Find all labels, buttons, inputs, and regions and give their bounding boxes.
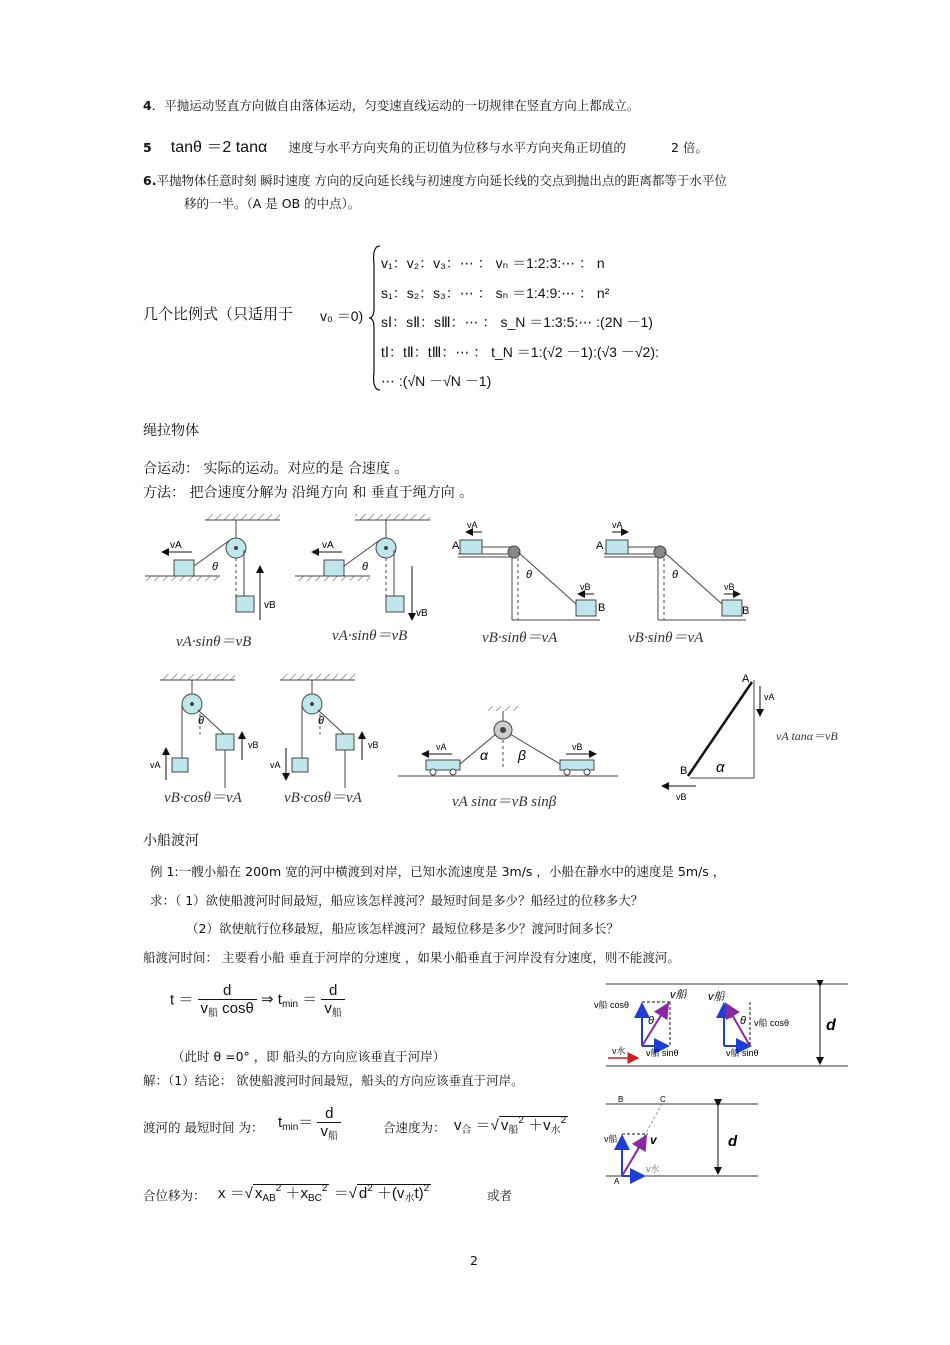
svg-text:v船: v船 bbox=[708, 991, 725, 1003]
formula-t: t ＝ $\frac{d}{v_船 \cos\theta}$ ⇒ $t_{min}$ ＝ $\frac{d}{v_船}$ bbox=[170, 982, 345, 1019]
ratios-condition: v₀ ＝0) bbox=[320, 308, 364, 324]
ratio-interval-time: tⅠ：tⅡ：tⅢ：⋯ ： t_N ＝1:(√2 －1):(√3 －√2): bbox=[381, 343, 659, 360]
line-6: 6.平抛物体任意时刻 瞬时速度 方向的反向延长线与初速度方向延长线的交点到抛出点的距离都等于水平位 bbox=[143, 173, 727, 188]
rope-diagram-6 bbox=[270, 674, 379, 788]
boat-figure-1 bbox=[590, 980, 852, 1072]
min-time-label: 渡河的 最短时间 为： bbox=[143, 1120, 264, 1135]
svg-text:B: B bbox=[598, 602, 606, 614]
rope-diagram-1 bbox=[145, 514, 280, 620]
svg-text:v: v bbox=[650, 1133, 657, 1147]
svg-text:α: α bbox=[480, 747, 488, 763]
boat-figure-2 bbox=[602, 1094, 762, 1186]
ratio-interval-time-cont: ⋯ :(√N －√N －1) bbox=[381, 373, 492, 389]
svg-text:vA: vA bbox=[436, 742, 447, 752]
boat-example: 例 1:一艘小船在 200m 宽的河中横渡到对岸，已知水流速度是 3m/s ，小船在静水中的速度是 5m/s ， bbox=[150, 864, 726, 879]
svg-text:v船: v船 bbox=[604, 1134, 618, 1144]
svg-text:α: α bbox=[716, 759, 725, 776]
caption-8: vA tanα＝vB bbox=[776, 729, 838, 743]
or-text: 或者 bbox=[487, 1188, 513, 1203]
ratios-label: 几个比例式（只适用于 bbox=[143, 305, 294, 323]
svg-text:v水: v水 bbox=[612, 1046, 626, 1056]
svg-text:v船 sinθ: v船 sinθ bbox=[726, 1048, 759, 1058]
svg-text:θ: θ bbox=[318, 715, 324, 727]
formula-x: x ＝√ $x_{AB}^2 +x_{BC}^2$ ＝√ $d^2 +(v_水t)^2$ bbox=[218, 1183, 430, 1204]
ratio-interval-displacement: sⅠ：sⅡ：sⅢ：⋯ ： s_N ＝1:3:5:⋯ :(2N －1) bbox=[381, 314, 653, 330]
svg-text:vA: vA bbox=[322, 540, 334, 551]
ratio-velocity: v₁：v₂：v₃：⋯ ： vₙ ＝1:2:3:⋯ ： n bbox=[381, 255, 605, 271]
svg-text:vA: vA bbox=[170, 540, 182, 551]
svg-text:θ: θ bbox=[362, 561, 368, 573]
svg-text:C: C bbox=[660, 1095, 666, 1104]
rope-heading: 绳拉物体 bbox=[143, 423, 199, 439]
rope-diagrams-row2 bbox=[140, 668, 870, 813]
rope-diagram-5 bbox=[150, 674, 259, 788]
caption-2: vA·sinθ＝vB bbox=[332, 628, 408, 644]
rope-diagrams-row1 bbox=[140, 510, 770, 660]
rope-diagram-8 bbox=[662, 673, 775, 802]
svg-text:B: B bbox=[742, 605, 750, 617]
svg-text:d: d bbox=[728, 1133, 738, 1150]
svg-text:vB: vB bbox=[572, 742, 583, 752]
formula-tmin: $t_{min}=$ $\frac{d}{v_船}$ bbox=[278, 1105, 341, 1142]
caption-4: vB·sinθ＝vA bbox=[628, 630, 704, 646]
caption-6: vB·cosθ＝vA bbox=[284, 790, 362, 806]
caption-5: vB·cosθ＝vA bbox=[164, 790, 242, 806]
svg-text:vB: vB bbox=[248, 740, 259, 750]
page-number: 2 bbox=[470, 1253, 478, 1268]
svg-text:d: d bbox=[826, 1017, 836, 1034]
rope-method: 方法： 把合速度分解为 沿绳方向 和 垂直于绳方向 。 bbox=[143, 485, 474, 501]
disp-label: 合位移为： bbox=[143, 1188, 206, 1203]
svg-text:v船 cosθ: v船 cosθ bbox=[594, 1000, 630, 1010]
rope-combined: 合运动： 实际的运动。对应的是 合速度 。 bbox=[143, 461, 409, 477]
svg-text:vB: vB bbox=[676, 792, 687, 802]
line-6-cont: 移的一半。（A 是 OB 的中点）。 bbox=[184, 196, 361, 211]
caption-1: vA·sinθ＝vB bbox=[176, 634, 252, 650]
caption-3: vB·sinθ＝vA bbox=[482, 630, 558, 646]
svg-text:A: A bbox=[742, 673, 750, 685]
boat-question-2: （2）欲使航行位移最短，船应该怎样渡河？最短位移是多少？渡河时间多长？ bbox=[186, 921, 619, 936]
svg-text:θ: θ bbox=[526, 569, 532, 581]
svg-text:A: A bbox=[614, 1177, 620, 1186]
svg-text:θ: θ bbox=[648, 1015, 654, 1027]
rope-diagram-4 bbox=[596, 520, 749, 620]
svg-text:B: B bbox=[618, 1095, 624, 1104]
svg-text:θ: θ bbox=[672, 569, 678, 581]
formula-t-source bbox=[0, 0, 1, 1]
svg-text:B: B bbox=[680, 765, 688, 777]
svg-text:v水: v水 bbox=[646, 1164, 660, 1174]
rope-diagram-2 bbox=[295, 514, 430, 620]
svg-text:vB: vB bbox=[416, 608, 428, 619]
svg-text:vA: vA bbox=[612, 520, 623, 530]
tan-formula: tanθ ＝2 tanα bbox=[170, 139, 268, 156]
svg-text:v船: v船 bbox=[670, 989, 687, 1001]
svg-text:v船 cosθ: v船 cosθ bbox=[754, 1018, 790, 1028]
caption-7: vA sinα＝vB sinβ bbox=[452, 794, 557, 810]
note-theta: （此时 θ =0° ，即 船头的方向应该垂直于河岸） bbox=[172, 1049, 446, 1064]
svg-text:vA: vA bbox=[764, 692, 775, 702]
ratio-list bbox=[381, 249, 659, 397]
rope-diagram-7 bbox=[398, 706, 618, 776]
ratio-brace bbox=[368, 244, 382, 392]
svg-text:θ: θ bbox=[212, 561, 218, 573]
svg-text:A: A bbox=[452, 540, 460, 552]
svg-text:β: β bbox=[518, 747, 526, 763]
line-4: 4．平抛运动竖直方向做自由落体运动，匀变速直线运动的一切规律在竖直方向上都成立。 bbox=[143, 98, 640, 113]
svg-text:A: A bbox=[596, 540, 604, 552]
svg-text:v船 sinθ: v船 sinθ bbox=[646, 1048, 679, 1058]
ratio-displacement: s₁：s₂：s₃：⋯ ： sₙ ＝1:4:9:⋯ ： n² bbox=[381, 284, 610, 301]
line-5: 5 tanθ ＝2 tanα 速度与水平方向夹角的正切值为位移与水平方向夹角正切值的 2 倍。 bbox=[143, 139, 708, 156]
svg-text:vB: vB bbox=[580, 582, 591, 592]
boat-time-note: 船渡河时间： 主要看小船 垂直于河岸的分速度 ，如果小船垂直于河岸没有分速度，则不能渡河。 bbox=[143, 950, 680, 965]
svg-text:vB: vB bbox=[264, 600, 276, 611]
solution: 解：（1）结论： 欲使船渡河时间最短，船头的方向应该垂直于河岸。 bbox=[143, 1073, 524, 1088]
formula-vtotal: $v_合$ ＝√ $v_船^2 +v_水^2$ bbox=[454, 1115, 567, 1136]
svg-text:θ: θ bbox=[198, 715, 204, 727]
boat-heading: 小船渡河 bbox=[143, 833, 199, 849]
svg-text:vA: vA bbox=[150, 760, 161, 770]
svg-text:θ: θ bbox=[740, 1015, 746, 1027]
velocity-label: 合速度为： bbox=[383, 1120, 446, 1135]
boat-question-1: 求：（ 1）欲使船渡河时间最短，船应该怎样渡河？最短时间是多少？船经过的位移多大？ bbox=[150, 893, 644, 908]
svg-text:vB: vB bbox=[724, 582, 735, 592]
rope-diagram-3 bbox=[452, 520, 605, 620]
svg-text:vA: vA bbox=[467, 520, 478, 530]
svg-text:vA: vA bbox=[270, 760, 281, 770]
svg-text:vB: vB bbox=[368, 740, 379, 750]
